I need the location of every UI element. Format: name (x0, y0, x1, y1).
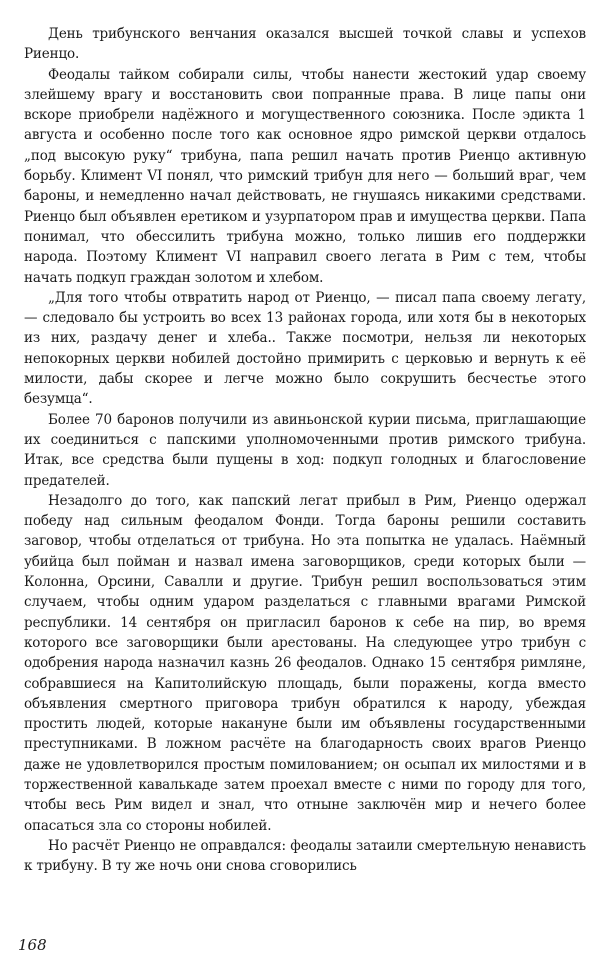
page-number: 168 (18, 936, 47, 954)
paragraph-3: „Для того чтобы отвратить народ от Риенцо, — писал папа своему легату, — следовало бы устроить во всех 13 районах города, или хотя бы в некоторых из них, раздачу денег и хлеба.. Также посмотри, нельзя ли некоторых непокорных церкви нобилей достойно примирить с церковью и вернуть к её милости, дабы скорее и легче можно было сокрушить бесчестье этого безумца“. (24, 289, 586, 408)
paragraph-6: Но расчёт Риенцо не оправдался: феодалы затаили смертельную ненависть к трибуну. В ту же ночь они снова сговорились (24, 837, 586, 875)
paragraph-1: День трибунского венчания оказался высшей точкой славы и успехов Риенцо. (24, 26, 586, 63)
paragraph-2: Феодалы тайком собирали силы, чтобы нанести жестокий удар своему злейшему врагу и восстановить свои попранные права. В лице папы они вскоре приобрели надёжного и могущественного союзника. После эдикта 1 августа и особенно после того как основное ядро римской церкви отдалось „под высокую руку“ трибуна, папа решил начать против Риенцо активную борьбу. Климент VI понял, что римский трибун для него — больший враг, чем бароны, и немедленно начал действовать, не гнушаясь никакими средствами. Риенцо был объявлен еретиком и узурпатором прав и имущества церкви. Папа понимал, что обессилить трибуна можно, только лишив его поддержки народа. Поэтому Климент VI направил своего легата в Рим с тем, чтобы начать подкуп граждан золотом и хлебом. (24, 66, 586, 286)
page-text (24, 24, 586, 876)
paragraph-4: Более 70 баронов получили из авиньонской курии письма, приглашающие их соединиться с папскими уполномоченными против римского трибуна. Итак, все средства были пущены в ход: подкуп голодных и благословение предателей. (24, 411, 586, 489)
paragraph-5: Незадолго до того, как папский легат прибыл в Рим, Риенцо одержал победу над сильным феодалом Фонди. Тогда бароны решили составить заговор, чтобы отделаться от трибуна. Но эта попытка не удалась. Наёмный убийца был пойман и назвал имена заговорщиков, среди которых были — Колонна, Орсини, Савалли и другие. Трибун решил воспользоваться этим случаем, чтобы одним ударом разделаться с главными врагами Римской республики. 14 сентября он пригласил баронов к себе на пир, во время которого все заговорщики были арестованы. На следующее утро трибун с одобрения народа назначил казнь 26 феодалов. Однако 15 сентября римляне, собравшиеся на Капитолийскую площадь, были поражены, когда вместо объявления смертного приговора трибун обратился к народу, убеждая простить людей, которые накануне были им объявлены государственными преступниками. В ложном расчёте на благодарность своих врагов Риенцо даже не удовлетворился простым помилованием; он осыпал их милостями и в торжественной кавалькаде затем проехал вместе с ними по городу для того, чтобы весь Рим видел и знал, что отныне заключён мир и нечего более опасаться зла со стороны нобилей. (24, 492, 586, 834)
